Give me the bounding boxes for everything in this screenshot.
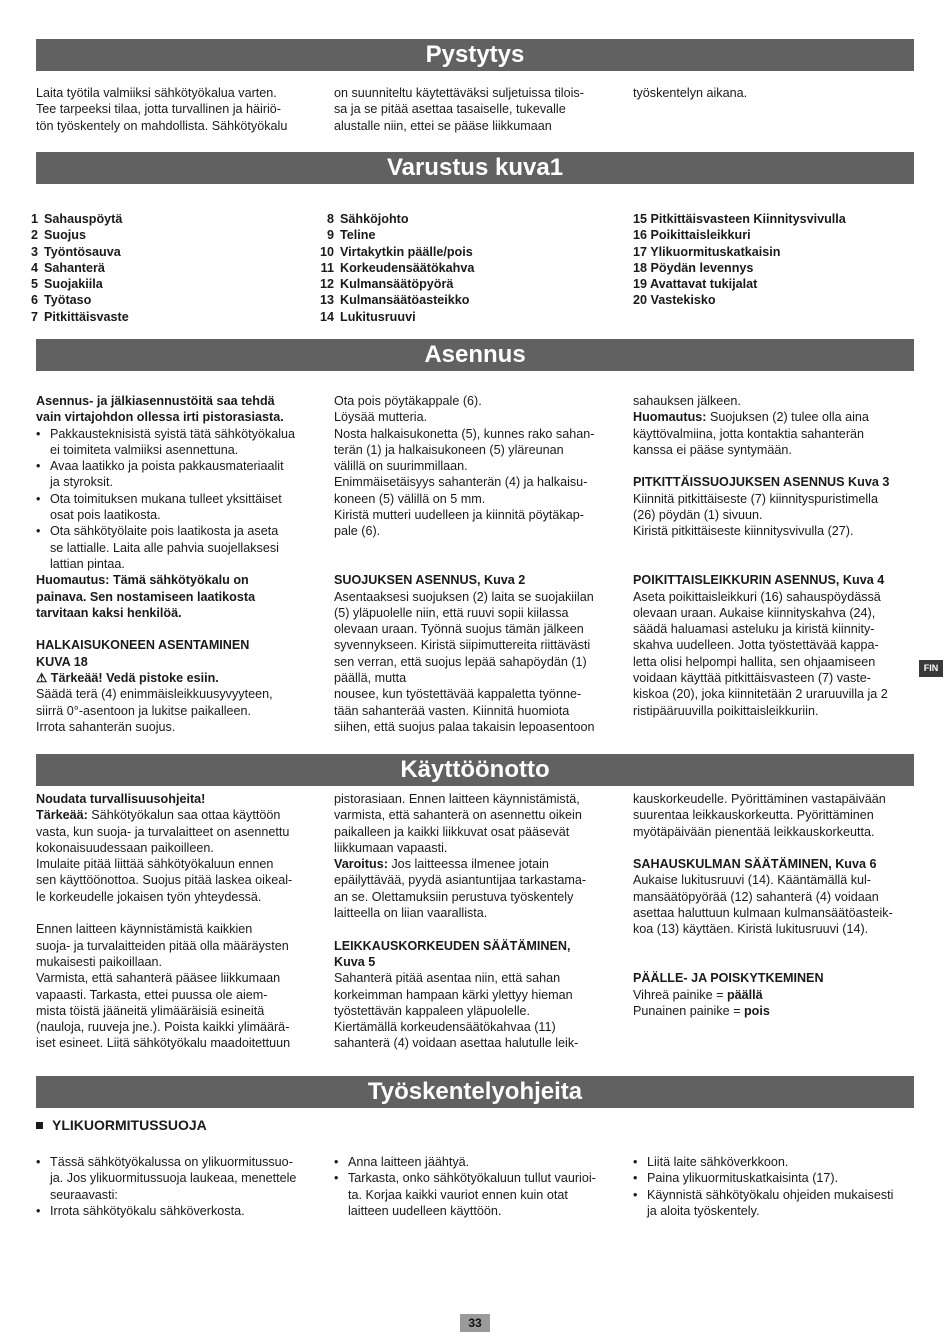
text-line: olevaan uraan. Aukaise kiinnityskahva (24), [633,605,876,620]
item-label: Teline [340,228,376,243]
subheading: Kuva 5 [334,954,376,969]
equipment-item [316,260,598,276]
text-line: Anna laitteen jäähtyä. [348,1155,470,1169]
text-line: Irrota sahanterän suojus. [36,719,176,734]
item-label: Sähköjohto [340,212,409,226]
note-line [36,807,318,823]
text-line: (nauloja, ruuveja jne.). Poista kaikki ylimäärä- [36,1020,290,1035]
text-line: myötäpäivään pienentää leikkauskorkeutta. [633,824,875,839]
text-line: on suunniteltu käytettäväksi suljetuissa tilois- [334,86,584,100]
text-line: Säädä terä (4) enimmäisleikkuusyvyyteen, [36,687,273,702]
text-line: koneen (5) välillä on 5 mm. [334,491,486,506]
text-line: päällä, mutta [334,671,407,686]
equipment-item [20,227,302,243]
item-number: 10 [319,244,334,259]
section-header-pystytys: Pystytys [36,39,914,71]
text-line: kauskorkeudelle. Pyörittäminen vastapäivään [633,792,886,806]
equipment-item: 20 Vastekisko [633,293,716,308]
text-line: terän (1) ja halkaisukoneen (5) yläreunan [334,442,564,457]
equipment-item [20,211,302,227]
text: Vihreä painike = [633,987,727,1002]
item-number: 8 [326,212,334,226]
pystytys-col-3 [633,85,915,101]
subsection-heading [36,1116,207,1134]
text-line: kokonaisuudessaan paikoilleen. [36,840,214,855]
item-number: 3 [30,244,38,259]
text-line: pistorasiaan. Ennen laitteen käynnistämistä, [334,792,580,806]
bullet: • [36,1155,41,1169]
warning-line [36,670,318,686]
note-text: tarvitaan kaksi henkilöä. [36,605,182,620]
text-line: paikalleen ja kaikki liikkuvat osat pääsevät [334,824,570,839]
text-line: seuraavasti: [50,1187,118,1202]
power-off-line [633,1003,915,1019]
item-number: 11 [320,260,334,275]
text-line: Asentaaksesi suojuksen (2) laita se suojakiilan [334,589,594,604]
asennus-col-3 [633,393,915,719]
text-line: Paina ylikuormituskatkaisinta (17). [647,1171,839,1186]
text-line: Pakkausteknisistä syistä tätä sähkötyökalua [50,426,296,441]
text-line: an se. Olettamuksiin perustuva työskentely [334,889,574,904]
equipment-list-3 [633,211,915,309]
warning-text: Tärkeää! Vedä pistoke esiin. [50,671,219,686]
equipment-item [316,211,598,227]
equipment-item: 18 Pöydän levennys [633,260,754,275]
equipment-item: 16 Poikittaisleikkuri [633,228,751,243]
item-number: 14 [319,309,334,324]
text-line: Tarkasta, onko sähkötyökaluun tullut vaurioi- [348,1171,596,1186]
text-line: mansäätöpyörää (12) sahanterä (4) voidaan [633,889,879,904]
text-line: mista töistä jääneitä ylimääräisiä esineitä [36,1003,265,1018]
text-line: Liitä laite sähköverkkoon. [647,1155,789,1169]
item-number: 1 [30,212,38,226]
item-label: Työtaso [44,293,92,308]
text-line: suurentaa leikkauskorkeutta. Pyörittäminen [633,808,874,823]
text-line: lattian pintaa. [50,556,125,571]
list-item [633,1170,915,1186]
text-line: Ennen laitteen käynnistämistä kaikkien [36,922,253,937]
equipment-item [20,244,302,260]
text-line: syvennykseen. Kiristä siipimuttereita riittävästi [334,638,591,653]
list-item [36,1203,318,1219]
text-line: asettaa haluttuun kulmaan kulmansäätöasteik- [633,906,893,921]
text-line: se lattialle. Laita alle pahvia suojellaksesi [50,540,279,555]
bullet: • [334,1155,339,1169]
section-header-kayttoonotto: Käyttöönotto [36,754,914,786]
text-line: Aukaise lukitusruuvi (14). Kääntämällä kul- [633,873,871,888]
text-line: tään sahanterää vasten. Kiinnitä huomiota [334,703,570,718]
tyo-col-1 [36,1154,318,1219]
bullet: • [633,1187,638,1202]
item-label: Kulmansäätöasteikko [340,293,470,308]
text-line: kanssa ei pääse syntymään. [633,442,792,457]
text-line: vasta, kun suoja- ja turvalaitteet on asennettu [36,824,290,839]
item-number: 6 [30,293,38,308]
text-line: Kiinnitä pitkittäiseste (7) kiinnityspuristimella [633,491,878,506]
equipment-item [316,227,598,243]
pystytys-col-2 [334,85,616,134]
text-line: iset esineet. Liitä sähkötyökalu maadoitettuun [36,1036,291,1051]
bullet: • [36,491,41,506]
item-label: Suojus [44,228,86,243]
asennus-col-2 [334,393,616,735]
kaytto-col-1 [36,791,318,1052]
text-line: Laita työtila valmiiksi sähkötyökalua varten. [36,86,277,100]
text-line: Käynnistä sähkötyökalu ohjeiden mukaisesti [647,1187,894,1202]
warning-text: vain virtajohdon ollessa irti pistorasiasta. [36,410,284,425]
tyo-col-3 [633,1154,915,1219]
subheading: SAHAUSKULMAN SÄÄTÄMINEN, Kuva 6 [633,857,877,872]
bullet: • [334,1171,339,1186]
item-label: Pitkittäisvaste [44,309,129,324]
subheading: Noudata turvallisuusohjeita! [36,792,206,806]
bullet: • [633,1171,638,1186]
text-line: ei toimiteta valmiiksi asennettuna. [50,442,239,457]
text-line: työstettävän kappaleen yläpuolelle. [334,1003,531,1018]
equipment-item [20,276,302,292]
page-number: 33 [460,1314,490,1332]
text-line: Löysää mutteria. [334,410,428,425]
equipment-item [316,309,598,325]
equipment-item [316,244,598,260]
list-item [36,458,318,491]
item-number: 7 [30,309,38,324]
text-line: Sahanterä pitää asentaa niin, että sahan [334,971,561,986]
language-tab: FIN [919,660,943,677]
text-line: koa (13) käyttäen. Kiristä lukitusruuvi (14). [633,922,869,937]
note-label: Varoitus: [334,857,388,872]
text-line: siirrä 0°-asentoon ja lukitse paikalleen. [36,703,252,718]
subheading: KUVA 18 [36,654,88,669]
text-line: letta olisi helpompi hallita, sen ohjaamiseen [633,654,876,669]
item-label: Lukitusruuvi [340,309,416,324]
section-header-tyoskentelyohjeita: Työskentelyohjeita [36,1076,914,1108]
text-line: Aseta poikittaisleikkuri (16) sahauspöydässä [633,589,881,604]
list-item [36,491,318,524]
equipment-item [20,260,302,276]
text-line: vapaasti. Tarkasta, ettei puussa ole aiem- [36,987,268,1002]
text-line: Kiertämällä korkeudensäätökahvaa (11) [334,1020,556,1035]
text-line: Enimmäisetäisyys sahanterän (4) ja halkaisu- [334,475,588,490]
text-line: sen verran, että suojus lepää sahapöydän (1) [334,654,587,669]
list-item [334,1170,616,1219]
text: Punainen painike = [633,1003,744,1018]
text-line: työskentelyn aikana. [633,86,748,100]
text-line: Ota pois pöytäkappale (6). [334,394,482,408]
equipment-item: 17 Ylikuormituskatkaisin [633,244,781,259]
text-line: Kiristä mutteri uudelleen ja kiinnitä pöytäkap- [334,508,584,523]
list-item [36,1154,318,1203]
subheading: PITKITTÄISSUOJUKSEN ASENNUS Kuva 3 [633,475,890,490]
text-line: alustalle niin, ettei se pääse liikkumaan [334,118,552,133]
text-line: suoja- ja turvalaitteiden pitää olla määräysten [36,938,289,953]
text-line: kiskoa (20), joka kiinnitetään 2 uraruuvilla ja 2 [633,687,888,702]
equipment-item [20,292,302,308]
text-line: Ota sähkötyölaite pois laatikosta ja aseta [50,524,279,539]
text-line: korkeimman hampaan kärki ylettyy hieman [334,987,573,1002]
section-header-asennus: Asennus [36,339,914,371]
asennus-col-1 [36,393,318,735]
item-label: Kulmansäätöpyörä [340,277,454,292]
list-item [633,1187,915,1220]
text-line: siihen, että suojus palaa takaisin lepoasentoon [334,719,595,734]
list-item [334,1154,616,1170]
text-line: käyttövalmiina, jotta kontaktia sahanterän [633,426,865,441]
subheading: PÄÄLLE- JA POISKYTKEMINEN [633,971,824,986]
equipment-item: 19 Avattavat tukijalat [633,277,758,292]
text-line: (26) pöydän (1) sivuun. [633,508,763,523]
bullet: • [36,1203,41,1218]
text-line: ja. Jos ylikuormitussuoja laukeaa, menettele [50,1171,297,1186]
text-line: välillä on suurimmillaan. [334,459,468,474]
text-line: skahva uudelleen. Jotta työstettävää kappa- [633,638,879,653]
text-line: (5) yläpuolelle niin, että ruuvi sopii kiilassa [334,605,569,620]
text-line: Avaa laatikko ja poista pakkausmateriaalit [50,459,284,474]
warning-icon: ⚠ [36,671,48,686]
text-line: osat pois laatikosta. [50,508,161,523]
note-line [633,409,915,425]
note-line [334,856,616,872]
subheading: SUOJUKSEN ASENNUS, Kuva 2 [334,573,526,588]
text-line: Tässä sähkötyökalussa on ylikuormitussuo- [50,1155,293,1169]
equipment-list-2 [316,211,598,325]
text-line: Imulaite pitää liittää sähkötyökaluun ennen [36,857,274,872]
text-line: voidaan käyttää pitkittäisvasteen (7) vaste- [633,671,872,686]
equipment-item [20,309,302,325]
equipment-item: 15 Pitkittäisvasteen Kiinnitysvivulla [633,212,846,226]
item-label: Virtakytkin päälle/pois [340,244,473,259]
text-line: sahanterä (4) voidaan asettaa halutulle leik- [334,1036,579,1051]
item-label: Sahanterä [44,260,105,275]
equipment-item [316,292,598,308]
bullet: • [36,459,41,474]
text-line: nousee, kun työstettävää kappaletta työnne- [334,687,582,702]
text-line: sahauksen jälkeen. [633,394,741,408]
equipment-item [316,276,598,292]
text-line: ja aloita työskentely. [647,1203,760,1218]
text-line: laitteella on liian vaarallista. [334,906,488,921]
equipment-list-1 [20,211,302,325]
bullet: • [36,524,41,539]
item-number: 4 [30,260,38,275]
bullet: • [36,426,41,441]
text-line: liikkumaan vapaasti. [334,840,448,855]
text-line: tön työskentely on mahdollista. Sähkötyökalu [36,118,288,133]
text-line: Varmista, että sahanterä pääsee liikkumaan [36,971,281,986]
note-label: Tärkeää: [36,808,88,823]
text-line: Nosta halkaisukonetta (5), kunnes rako sahan- [334,426,595,441]
power-on-value: päällä [726,987,763,1002]
subheading: POIKITTAISLEIKKURIN ASENNUS, Kuva 4 [633,573,885,588]
note-text: Sähkötyökalun saa ottaa käyttöön [87,808,281,823]
item-number: 2 [30,228,38,243]
text-line: ristipääruuvilla poikittaisleikkuriin. [633,703,819,718]
text-line: ja styroksit. [50,475,113,490]
item-label: Suojakiila [44,277,103,292]
text-line: Ota toimituksen mukana tulleet yksittäiset [50,491,282,506]
item-number: 13 [319,293,334,308]
section-header-varustus: Varustus kuva1 [36,152,914,184]
list-item [36,523,318,572]
text-line: Tee tarpeeksi tilaa, jotta turvallinen ja häiriö- [36,102,282,117]
note-text: Huomautus: Tämä sähkötyökalu on [36,573,249,588]
text-line: mukaisesti paikoillaan. [36,954,162,969]
text-line: le korkeudelle jokaisen työn yhteydessä. [36,889,262,904]
text-line: pale (6). [334,524,381,539]
item-label: Sahauspöytä [44,212,123,226]
power-off-value: pois [743,1003,770,1018]
subheading: LEIKKAUSKORKEUDEN SÄÄTÄMINEN, [334,938,571,953]
text-line: varmista, että sahanterä on asennettu oikein [334,808,582,823]
list-item [36,426,318,459]
note-text: painava. Sen nostamiseen laatikosta [36,589,256,604]
text-line: sa ja se pitää asettaa tasaiselle, tukevalle [334,102,566,117]
note-label: Huomautus: [633,410,707,425]
kaytto-col-2 [334,791,616,1052]
text-line: sen käyttöönottoa. Suojus pitää laskea oikeal- [36,873,293,888]
note-text: Jos laitteessa ilmenee jotain [387,857,549,872]
item-label: Korkeudensäätökahva [340,260,475,275]
text-line: laitteen uudelleen käyttöön. [348,1203,502,1218]
item-number: 9 [326,228,334,243]
text-line: ta. Korjaa kaikki vauriot ennen kuin otat [348,1187,568,1202]
text-line: Irrota sähkötyökalu sähköverkosta. [50,1203,245,1218]
kaytto-col-3 [633,791,915,1019]
text-line: säädä haluamasi asteluku ja kiristä kiinnity- [633,622,875,637]
tyo-col-2 [334,1154,616,1219]
text-line: Kiristä pitkittäiseste kiinnitysvivulla (27). [633,524,854,539]
list-item [633,1154,915,1170]
subheading: HALKAISUKONEEN ASENTAMINEN [36,638,250,653]
item-number: 5 [30,277,38,292]
bullet: • [633,1155,638,1169]
text-line: olevaan uraan. Työnnä suojus tämän jälkeen [334,622,584,637]
subsection-title: YLIKUORMITUSSUOJA [52,1117,207,1133]
warning-text: Asennus- ja jälkiasennustöitä saa tehdä [36,394,275,408]
item-number: 12 [319,277,334,292]
square-bullet-icon [36,1122,43,1129]
item-label: Työntösauva [44,244,121,259]
power-on-line [633,987,915,1003]
pystytys-col-1 [36,85,318,134]
note-text: Suojuksen (2) tulee olla aina [706,410,869,425]
text-line: epäilyttävää, pyydä asiantuntijaa tarkastama- [334,873,587,888]
